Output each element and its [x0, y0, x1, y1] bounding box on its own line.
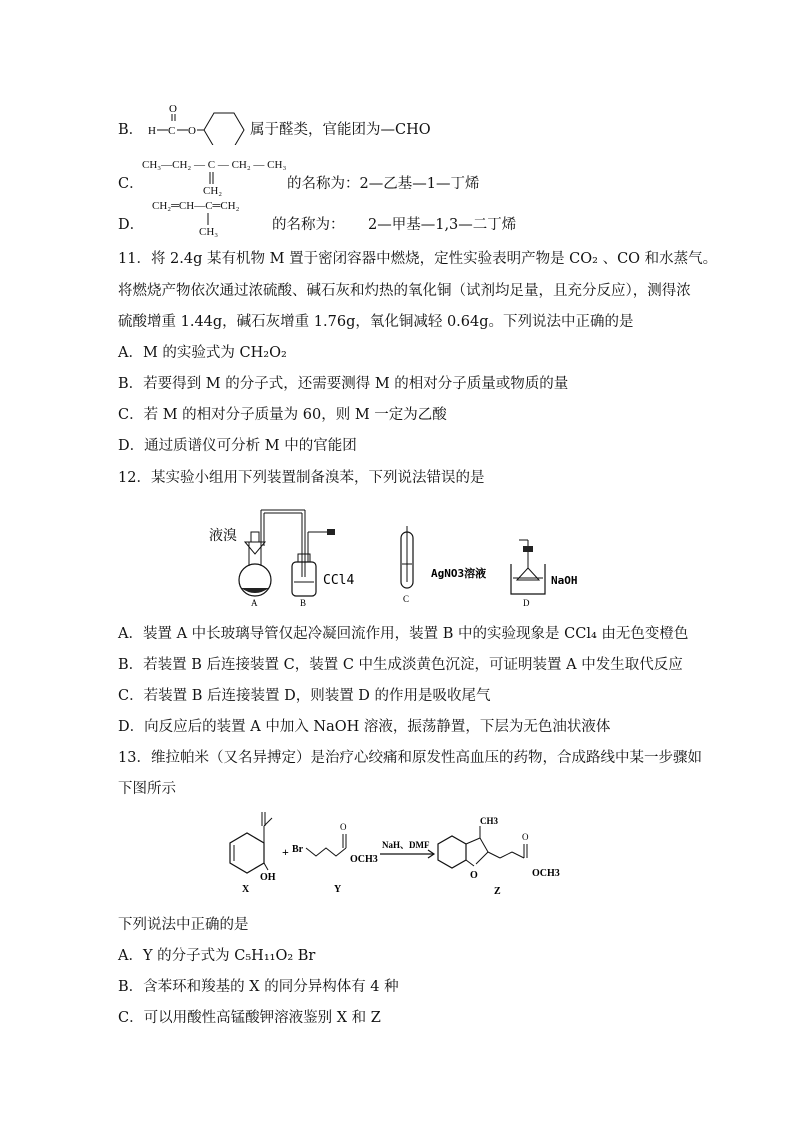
- z-o-ring: O: [470, 870, 478, 881]
- atom-c: C: [168, 125, 176, 137]
- plus-sign: +: [282, 845, 289, 859]
- z-ch3: CH3: [480, 816, 498, 826]
- q11-option-b: B．若要得到 M 的分子式，还需要测得 M 的相对分子质量或物质的量: [118, 376, 569, 392]
- y-o: O: [340, 822, 347, 832]
- q11-option-a: A．M 的实验式为 CH₂O₂: [118, 345, 287, 361]
- q10-option-d-branch: CH₃: [199, 226, 219, 238]
- synthesis-scheme-figure: [210, 808, 590, 908]
- label-x: X: [242, 884, 250, 895]
- q10-option-c-letter: C．: [118, 176, 144, 192]
- q13-option-a: A．Y 的分子式为 C₅H₁₁O₂ Br: [118, 948, 316, 964]
- q12-option-d: D．向反应后的装置 A 中加入 NaOH 溶液，振荡静置，下层为无色油状液体: [118, 719, 611, 735]
- q10-option-d-letter: D．: [118, 217, 145, 233]
- q13-stem-2: 下图所示: [118, 781, 176, 797]
- naoh-label: NaOH: [551, 574, 578, 587]
- label-d: D: [523, 598, 530, 608]
- label-y: Y: [334, 884, 342, 895]
- q10-option-c-branch: CH₂: [203, 185, 223, 197]
- q13-prompt: 下列说法中正确的是: [118, 917, 249, 933]
- q12-option-a: A．装置 A 中长玻璃导管仅起冷凝回流作用，装置 B 中的实验现象是 CCl₄ 由无色变橙色: [118, 626, 689, 642]
- y-och3: OCH3: [350, 854, 378, 865]
- agno3-label: AgNO3溶液: [431, 567, 487, 580]
- atom-h: H: [148, 125, 156, 137]
- label-z: Z: [494, 886, 501, 897]
- atom-o-carbonyl: O: [169, 103, 177, 115]
- q13-stem-1: 13．维拉帕米（又名异搏定）是治疗心绞痛和原发性高血压的药物，合成路线中某一步骤如: [118, 750, 702, 766]
- q10-option-c-text: 的名称为：2—乙基—1—丁烯: [287, 176, 480, 192]
- q12-stem: 12．某实验小组用下列装置制备溴苯，下列说法错误的是: [118, 470, 485, 486]
- single-bond: [205, 213, 211, 227]
- x-oh: OH: [260, 872, 276, 883]
- phenyl-formate-structure: [140, 100, 250, 145]
- q11-stem-1: 11．将 2.4g 某有机物 M 置于密闭容器中燃烧，定性实验表明产物是 CO₂ 、CO 和水蒸气。: [118, 251, 718, 267]
- label-b: B: [300, 598, 307, 608]
- ccl4-label: CCl4: [323, 573, 355, 588]
- q11-stem-3: 硫酸增重 1.44g，碱石灰增重 1.76g，氧化铜减轻 0.64g。下列说法中正确的是: [118, 314, 634, 330]
- z-och3: OCH3: [532, 868, 560, 879]
- q11-option-d: D．通过质谱仪可分析 M 中的官能团: [118, 438, 357, 454]
- q13-option-b: B．含苯环和羧基的 X 的同分异构体有 4 种: [118, 979, 399, 995]
- q11-stem-2: 将燃烧产物依次通过浓硫酸、碱石灰和灼热的氧化铜（试剂均足量，且充分反应），测得浓: [118, 283, 691, 299]
- q10-option-b-text: 属于醛类，官能团为—CHO: [250, 122, 431, 138]
- q10-option-d-text-a: 的名称为：: [272, 217, 345, 233]
- q12-option-b: B．若装置 B 后连接装置 C，装置 C 中生成淡黄色沉淀，可证明装置 A 中发生取代反应: [118, 657, 683, 673]
- q10-option-d-text-b: 2—甲基—1,3—二丁烯: [368, 217, 517, 233]
- double-bond: [207, 172, 217, 186]
- liquid-bromine-label: 液溴: [209, 529, 237, 544]
- label-a: A: [251, 598, 258, 608]
- q10-option-b-letter: B．: [118, 122, 144, 138]
- atom-o-ester: O: [188, 125, 196, 137]
- q11-option-c: C．若 M 的相对分子质量为 60，则 M 一定为乙酸: [118, 407, 447, 423]
- label-c: C: [403, 594, 410, 604]
- bromobenzene-apparatus-figure: [205, 502, 595, 610]
- y-br: Br: [292, 844, 304, 855]
- q10-option-d-formula: CH₂═CH—C═CH₂: [152, 200, 240, 212]
- q13-option-c: C．可以用酸性高锰酸钾溶液鉴别 X 和 Z: [118, 1010, 381, 1026]
- q10-option-c-formula: CH₃—CH₂ — C — CH₂ — CH₃: [142, 159, 287, 171]
- q12-option-c: C．若装置 B 后连接装置 D，则装置 D 的作用是吸收尾气: [118, 688, 491, 704]
- reaction-conditions: NaH、DMF: [382, 840, 430, 850]
- z-o-carbonyl: O: [522, 832, 529, 842]
